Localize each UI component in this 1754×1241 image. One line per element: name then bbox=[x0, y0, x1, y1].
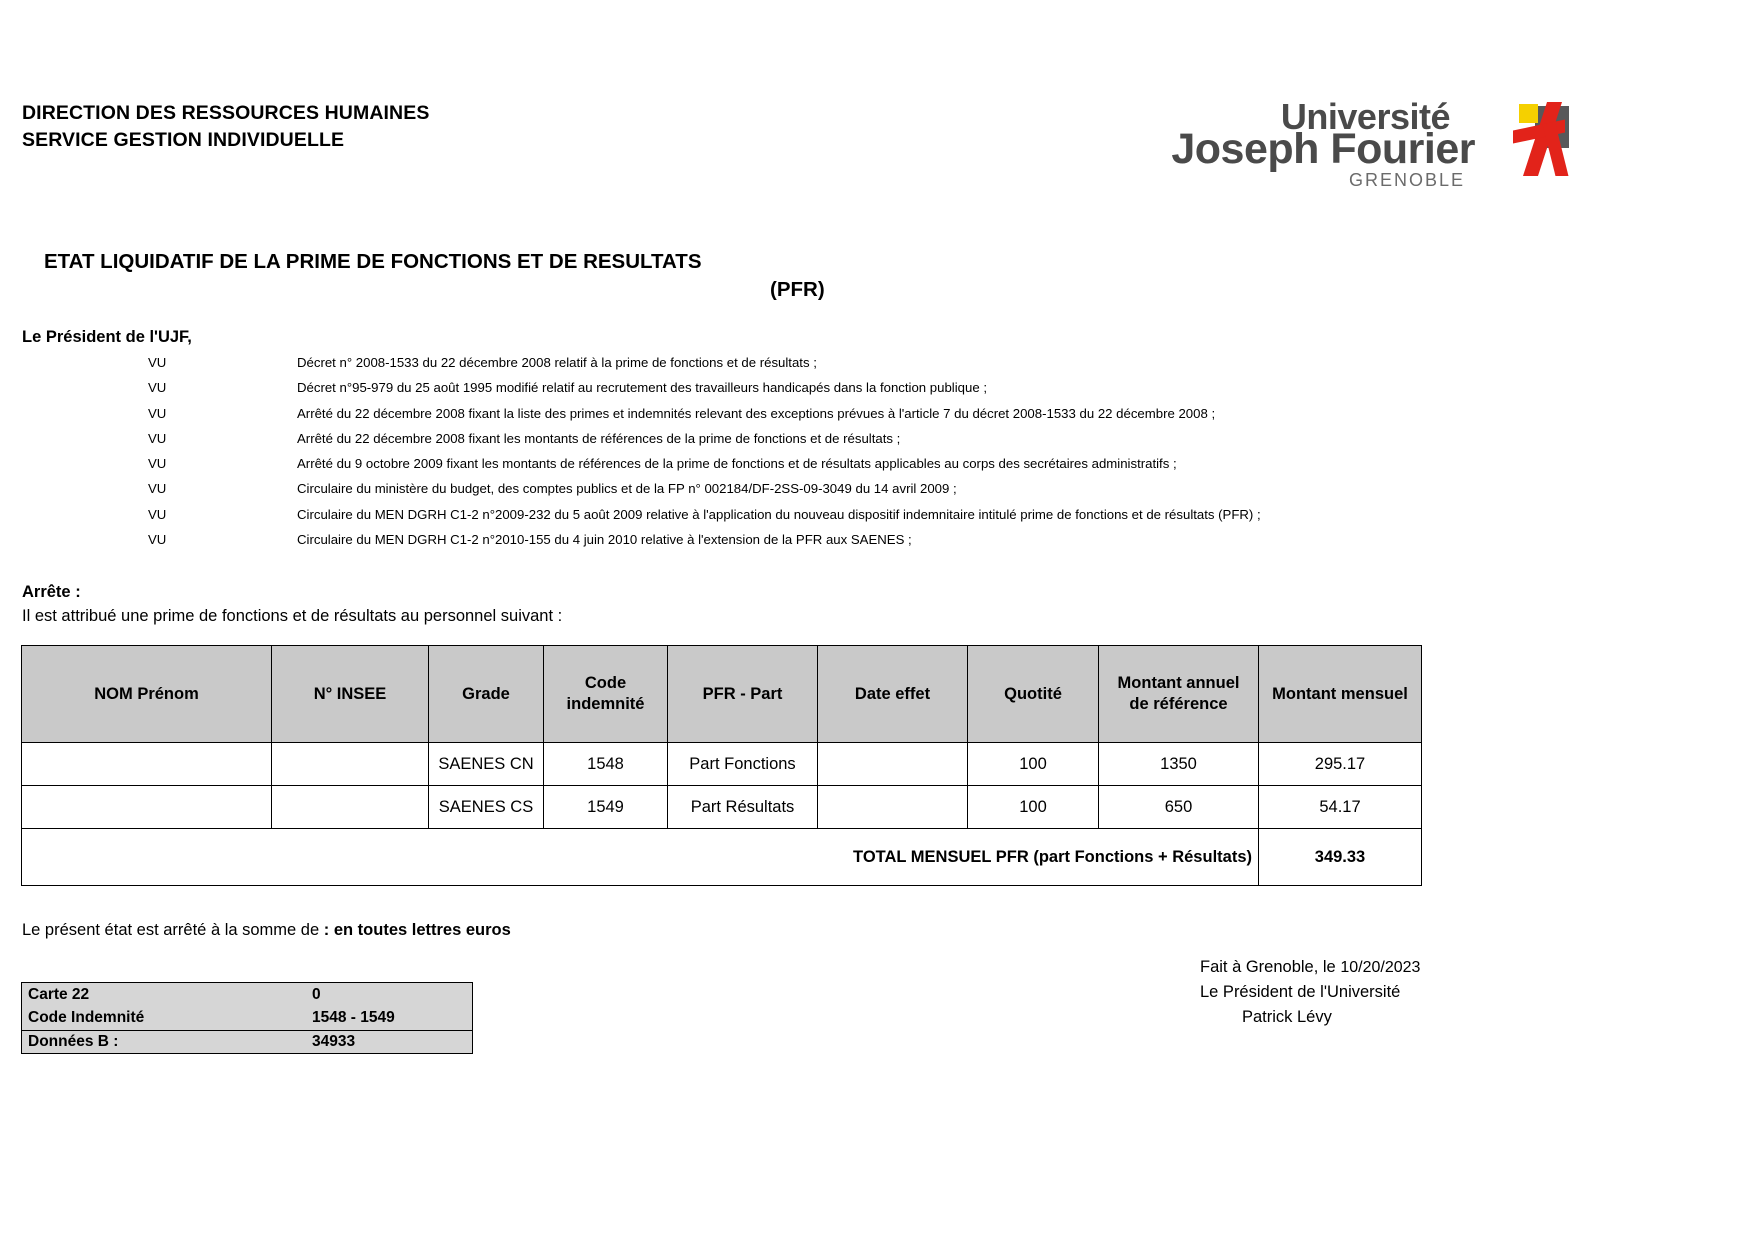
cell-nom-prenom[interactable] bbox=[22, 743, 272, 786]
cell-n-insee[interactable] bbox=[272, 743, 429, 786]
info-key-code-indemnite: Code Indemnité bbox=[28, 1009, 145, 1027]
info-key-donnees-b: Données B : bbox=[28, 1032, 119, 1050]
university-logo bbox=[1155, 96, 1575, 196]
vu-clause-row bbox=[0, 507, 1754, 532]
signature-place-row bbox=[1200, 955, 1420, 980]
page-title: ETAT LIQUIDATIF DE LA PRIME DE FONCTIONS ET DE RESULTATS bbox=[44, 250, 702, 273]
vu-clause-text: Arrêté du 9 octobre 2009 fixant les montants de références de la prime de fonctions et de résultats applicables au corps des secrétaires administratifs ; bbox=[297, 456, 1177, 472]
col-header-montant-mensuel: Montant mensuel bbox=[1259, 646, 1422, 743]
somme-bold: : en toutes lettres euros bbox=[323, 921, 511, 939]
cell-montant-mensuel[interactable]: 295.17 bbox=[1259, 743, 1422, 786]
vu-label: VU bbox=[148, 456, 167, 472]
vu-clause-text: Arrêté du 22 décembre 2008 fixant les montants de références de la prime de fonctions et de résultats ; bbox=[297, 430, 901, 446]
cell-montant-annuel[interactable]: 1350 bbox=[1099, 743, 1259, 786]
cell-quotite[interactable]: 100 bbox=[968, 743, 1099, 786]
col-header-nom-prenom: NOM Prénom bbox=[22, 646, 272, 743]
logo-line-universite: Université bbox=[1280, 96, 1450, 137]
vu-label: VU bbox=[148, 506, 167, 522]
department-line-2: SERVICE GESTION INDIVIDUELLE bbox=[22, 129, 345, 151]
somme-line bbox=[22, 921, 511, 940]
cell-montant-annuel[interactable]: 650 bbox=[1099, 786, 1259, 829]
signature-name: Patrick Lévy bbox=[1242, 1008, 1332, 1026]
cell-code-indemnite[interactable]: 1549 bbox=[544, 786, 668, 829]
col-header-grade: Grade bbox=[429, 646, 544, 743]
cell-date-effet[interactable] bbox=[818, 743, 968, 786]
vu-label: VU bbox=[148, 355, 167, 370]
vu-clause-text: Décret n°95-979 du 25 août 1995 modifié relatif au recrutement des travailleurs handicapés dans la fonction publique ; bbox=[297, 380, 987, 396]
president-label: Le Président de l'UJF, bbox=[22, 328, 192, 346]
signature-date: 10/20/2023 bbox=[1340, 959, 1421, 976]
vu-clause-text: Circulaire du ministère du budget, des comptes publics et de la FP n° 002184/DF-2SS-09-3049 du 14 avril 2009 ; bbox=[297, 481, 957, 497]
cell-pfr-part[interactable]: Part Fonctions bbox=[668, 743, 818, 786]
info-key-carte: Carte 22 bbox=[28, 986, 90, 1003]
somme-prefix: Le présent état est arrêté à la somme de bbox=[22, 921, 324, 939]
vu-clause-text: Décret n° 2008-1533 du 22 décembre 2008 relatif à la prime de fonctions et de résultats ; bbox=[297, 355, 817, 370]
info-box bbox=[21, 982, 473, 1054]
info-row-code-indemnite bbox=[22, 1006, 472, 1029]
vu-clause-row bbox=[0, 380, 1754, 405]
logo-cross-mark-icon bbox=[1505, 98, 1575, 176]
vu-clause-text: Circulaire du MEN DGRH C1-2 n°2009-232 du 5 août 2009 relative à l'application du nouveau dispositif indemnitaire intitulé prime de fonctions et de résultats (PFR) ; bbox=[297, 506, 1261, 522]
vu-clause-row bbox=[0, 532, 1754, 557]
vu-clause-row bbox=[0, 481, 1754, 506]
vu-label: VU bbox=[148, 532, 167, 548]
department-header bbox=[22, 100, 429, 154]
vu-clause-text: Arrêté du 22 décembre 2008 fixant la liste des primes et indemnités relevant des exceptions prévues à l'article 7 du décret 2008-1533 du 22 décembre 2008 ; bbox=[297, 405, 1216, 421]
cell-grade[interactable]: SAENES CS bbox=[429, 786, 544, 829]
col-header-n-insee: N° INSEE bbox=[272, 646, 429, 743]
cell-date-effet[interactable] bbox=[818, 786, 968, 829]
signature-place: Fait à Grenoble, le bbox=[1200, 958, 1336, 976]
cell-pfr-part[interactable]: Part Résultats bbox=[668, 786, 818, 829]
vu-label: VU bbox=[148, 380, 167, 396]
vu-label: VU bbox=[148, 481, 167, 497]
cell-montant-mensuel[interactable]: 54.17 bbox=[1259, 786, 1422, 829]
vu-clause-text: Circulaire du MEN DGRH C1-2 n°2010-155 du 4 juin 2010 relative à l'extension de la PFR aux SAENES ; bbox=[297, 532, 912, 548]
info-value-carte: 0 bbox=[312, 986, 321, 1003]
pfr-table bbox=[21, 645, 1422, 886]
signature-role: Le Président de l'Université bbox=[1200, 983, 1401, 1001]
info-row-donnees-b bbox=[22, 1030, 472, 1053]
vu-clause-row bbox=[0, 456, 1754, 481]
cell-nom-prenom[interactable] bbox=[22, 786, 272, 829]
info-row-carte bbox=[22, 983, 472, 1006]
col-header-code-indemnite: Code indemnité bbox=[544, 646, 668, 743]
col-header-pfr-part: PFR - Part bbox=[668, 646, 818, 743]
table-row bbox=[22, 743, 1422, 786]
vu-label: VU bbox=[148, 430, 167, 446]
table-total-row bbox=[22, 829, 1422, 886]
department-line-1: DIRECTION DES RESSOURCES HUMAINES bbox=[22, 102, 430, 124]
cell-code-indemnite[interactable]: 1548 bbox=[544, 743, 668, 786]
vu-clause-list bbox=[0, 355, 1754, 557]
logo-yellow-square-icon bbox=[1519, 104, 1538, 123]
info-value-donnees-b: 34933 bbox=[312, 1032, 356, 1050]
col-header-quotite: Quotité bbox=[968, 646, 1099, 743]
cell-grade[interactable]: SAENES CN bbox=[429, 743, 544, 786]
col-header-montant-annuel: Montant annuel de référence bbox=[1099, 646, 1259, 743]
vu-clause-row bbox=[0, 431, 1754, 456]
logo-line-joseph-fourier: Joseph Fourier bbox=[1171, 125, 1475, 173]
logo-line-grenoble: GRENOBLE bbox=[1348, 170, 1465, 190]
vu-clause-row bbox=[0, 406, 1754, 431]
table-header-row bbox=[22, 646, 1422, 743]
cell-quotite[interactable]: 100 bbox=[968, 786, 1099, 829]
page-subtitle: (PFR) bbox=[770, 278, 825, 301]
vu-label: VU bbox=[148, 405, 167, 421]
arrete-heading: Arrête : bbox=[22, 583, 81, 601]
vu-clause-row bbox=[0, 355, 1754, 380]
table-row bbox=[22, 786, 1422, 829]
info-value-code-indemnite: 1548 - 1549 bbox=[312, 1009, 395, 1027]
cell-n-insee[interactable] bbox=[272, 786, 429, 829]
total-value: 349.33 bbox=[1259, 829, 1422, 886]
arrete-description: Il est attribué une prime de fonctions et de résultats au personnel suivant : bbox=[22, 607, 563, 625]
signature-block bbox=[1200, 955, 1420, 1030]
total-label: TOTAL MENSUEL PFR (part Fonctions + Résultats) bbox=[272, 829, 1259, 886]
col-header-date-effet: Date effet bbox=[818, 646, 968, 743]
total-spacer bbox=[22, 829, 272, 886]
